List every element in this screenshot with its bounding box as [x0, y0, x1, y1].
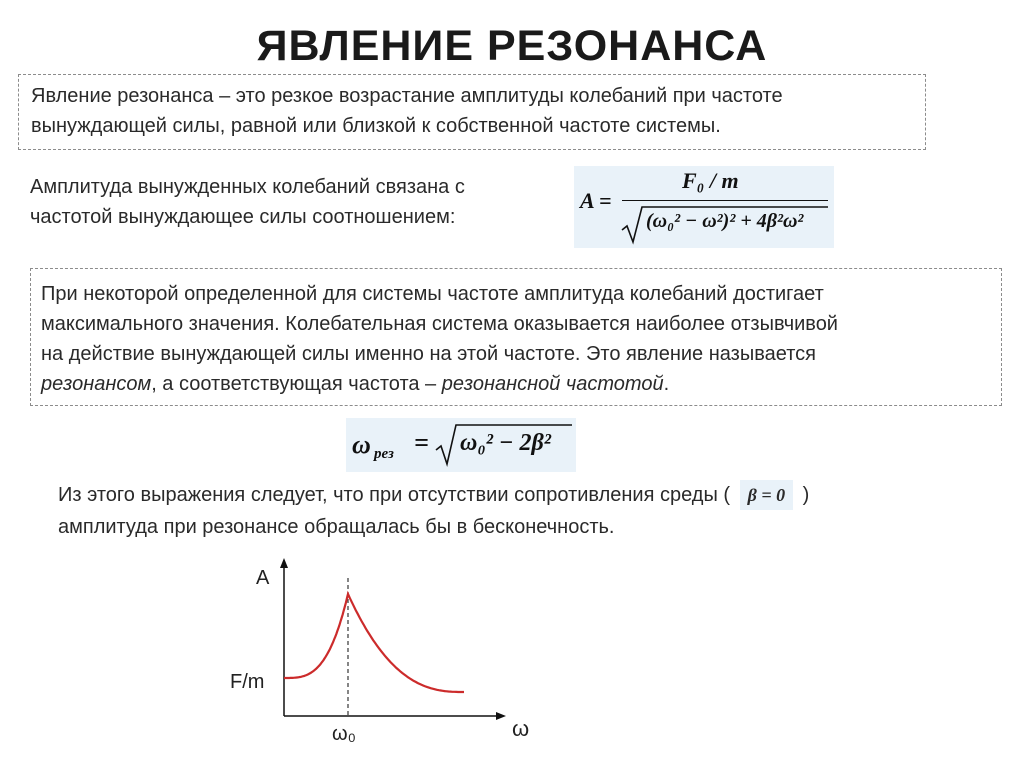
resonance-chart — [220, 556, 540, 756]
formula-lhs: A = — [580, 188, 612, 213]
beta-condition: β = 0 — [740, 480, 793, 510]
resonance-line-4-end: . — [663, 373, 670, 395]
resonance-curve — [284, 594, 464, 692]
omega-res-subscript: рез — [374, 446, 394, 462]
resonance-line-1: При некоторой определенной для системы частоте амплитуда колебаний достигает — [41, 283, 824, 305]
formula-radicand: ω₀² − 2β² — [460, 430, 551, 456]
definition-line-2: вынуждающей силы, равной или близкой к собственной частоте системы. — [31, 115, 721, 137]
resonance-box — [30, 268, 1002, 406]
formula-equals: = — [414, 428, 429, 457]
x-axis-arrow-icon — [496, 712, 506, 720]
resonance-line-4-mid: , а соответствующая частота – — [151, 373, 442, 395]
page-title: ЯВЛЕНИЕ РЕЗОНАНСА — [256, 22, 768, 70]
resonance-line-2: максимального значения. Колебательная система оказывается наиболее отзывчивой — [41, 313, 838, 335]
x-axis-label: ω — [512, 716, 530, 741]
conclusion-line-1-start: Из этого выражения следует, что при отсутствии сопротивления среды ( — [58, 484, 731, 506]
amplitude-formula — [574, 166, 834, 248]
definition-box — [18, 74, 926, 150]
x-tick-label: ω₀ — [332, 723, 356, 745]
formula-numerator: F₀ / m — [682, 168, 739, 193]
term-resonant-frequency: резонансной частотой — [441, 373, 664, 395]
y-axis-label: A — [256, 567, 270, 589]
resonance-formula — [346, 418, 576, 472]
amplitude-intro-line-1: Амплитуда вынужденных колебаний связана с — [30, 176, 465, 198]
definition-line-1: Явление резонанса – это резкое возрастание амплитуды колебаний при частоте — [31, 85, 783, 107]
conclusion-line-1 — [58, 480, 809, 510]
formula-denominator: (ω₀² − ω²)² + 4β²ω² — [646, 210, 804, 232]
omega-res-symbol: ω — [352, 430, 371, 459]
conclusion-line-1-end: ) — [802, 484, 810, 506]
resonance-line-4 — [41, 369, 669, 399]
y-tick-label: F/m — [230, 671, 265, 693]
amplitude-intro-line-2: частотой вынуждающее силы соотношением: — [30, 206, 456, 228]
conclusion-line-2: амплитуда при резонансе обращалась бы в бесконечность. — [58, 516, 615, 538]
y-axis-arrow-icon — [280, 558, 288, 568]
fraction-bar — [622, 200, 828, 201]
term-resonance: резонансом — [41, 373, 152, 395]
resonance-line-3: на действие вынуждающей силы именно на этой частоте. Это явление называется — [41, 343, 816, 365]
